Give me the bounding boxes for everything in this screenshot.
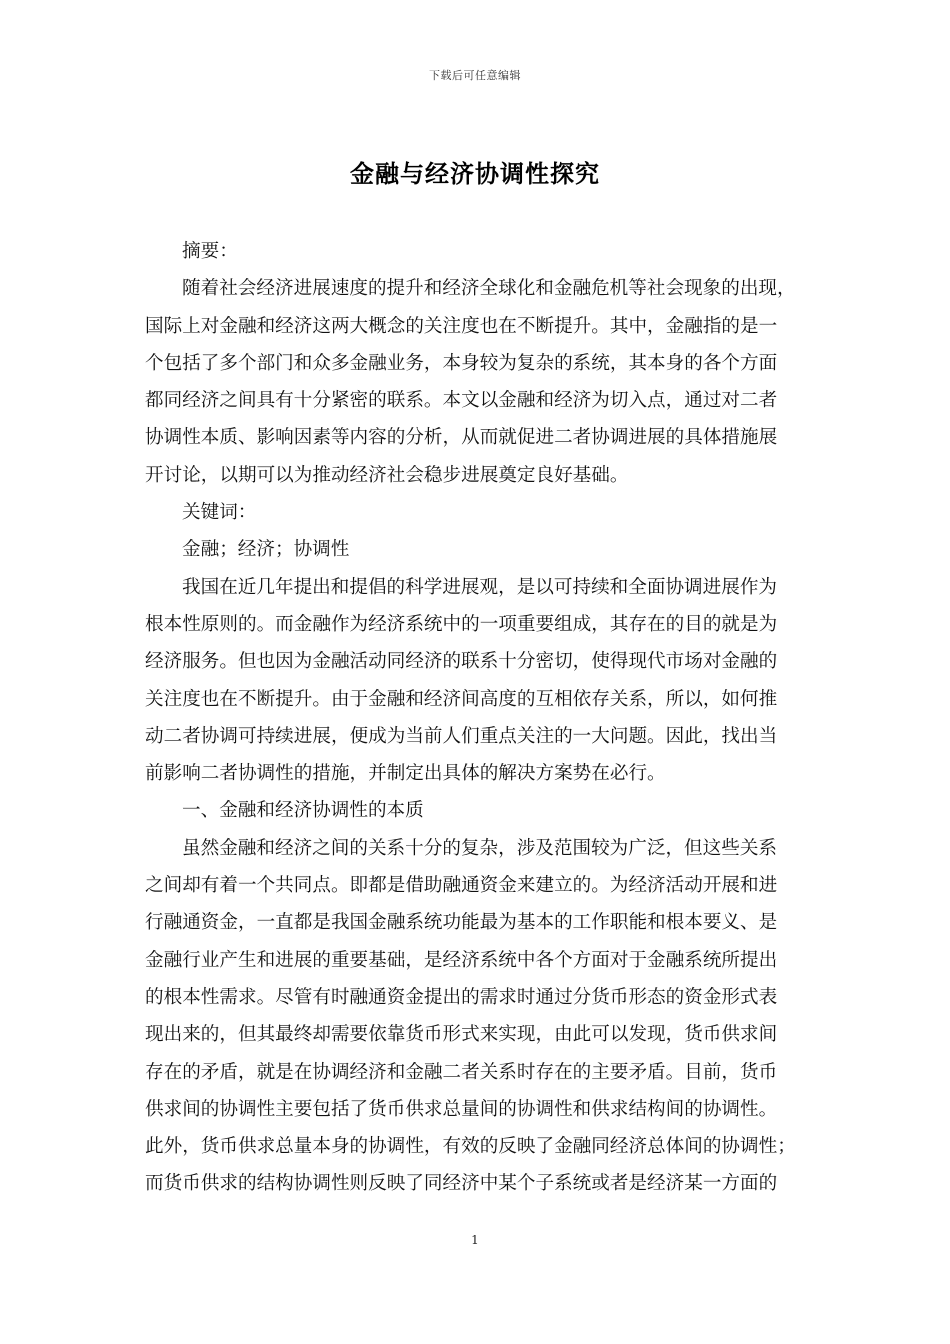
text-line: 一、金融和经济协调性的本质: [182, 800, 424, 822]
text-line: 摘要：: [182, 241, 238, 262]
text-line: 动二者协调可持续进展，便成为当前人们重点关注的一大问题。因此，找出当: [145, 725, 778, 747]
text-line: 虽然金融和经济之间的关系十分的复杂，涉及范围较为广泛，但这些关系: [182, 837, 778, 859]
text-line: 行融通资金，一直都是我国金融系统功能最为基本的工作职能和根本要义、是: [145, 912, 778, 934]
text-line: 协调性本质、影响因素等内容的分析，从而就促进二者协调进展的具体措施展: [145, 427, 778, 449]
header-note: 下载后可任意编辑: [429, 69, 521, 82]
text-line: 开讨论，以期可以为推动经济社会稳步进展奠定良好基础。: [145, 464, 629, 486]
text-line: 前影响二者协调性的措施，并制定出具体的解决方案势在必行。: [145, 763, 666, 785]
text-line: 随着社会经济进展速度的提升和经济全球化和金融危机等社会现象的出现，: [182, 278, 796, 300]
page-number: 1: [471, 1233, 479, 1247]
text-line: 我国在近几年提出和提倡的科学进展观，是以可持续和全面协调进展作为: [182, 576, 778, 598]
text-line: 此外，货币供求总量本身的协调性，有效的反映了金融同经济总体间的协调性；: [145, 1136, 796, 1158]
text-line: 关键词：: [182, 502, 257, 524]
text-line: 金融；经济；协调性: [182, 539, 350, 561]
text-line: 存在的矛盾，就是在协调经济和金融二者关系时存在的主要矛盾。目前，货币: [145, 1061, 778, 1083]
text-line: 个包括了多个部门和众多金融业务，本身较为复杂的系统，其本身的各个方面: [145, 352, 778, 374]
text-line: 之间却有着一个共同点。即都是借助融通资金来建立的。为经济活动开展和进: [145, 875, 778, 897]
text-line: 国际上对金融和经济这两大概念的关注度也在不断提升。其中，金融指的是一: [145, 315, 778, 337]
text-line: 根本性原则的。而金融作为经济系统中的一项重要组成，其存在的目的就是为: [145, 613, 778, 635]
text-line: 金融行业产生和进展的重要基础，是经济系统中各个方面对于金融系统所提出: [145, 949, 778, 971]
text-line: 关注度也在不断提升。由于金融和经济间高度的互相依存关系，所以，如何推: [145, 688, 778, 710]
text-line: 经济服务。但也因为金融活动同经济的联系十分密切，使得现代市场对金融的: [145, 651, 778, 673]
text-line: 的根本性需求。尽管有时融通资金提出的需求时通过分货币形态的资金形式表: [145, 986, 778, 1008]
text-line: 供求间的协调性主要包括了货币供求总量间的协调性和供求结构间的协调性。: [145, 1098, 778, 1120]
text-line: 现出来的，但其最终却需要依靠货币形式来实现，由此可以发现，货币供求间: [145, 1024, 778, 1046]
text-line: 而货币供求的结构协调性则反映了同经济中某个子系统或者是经济某一方面的: [145, 1173, 778, 1195]
text-line: 都同经济之间具有十分紧密的联系。本文以金融和经济为切入点，通过对二者: [145, 390, 778, 412]
document-title: 金融与经济协调性探究: [350, 159, 600, 188]
document-body: [145, 233, 807, 1203]
